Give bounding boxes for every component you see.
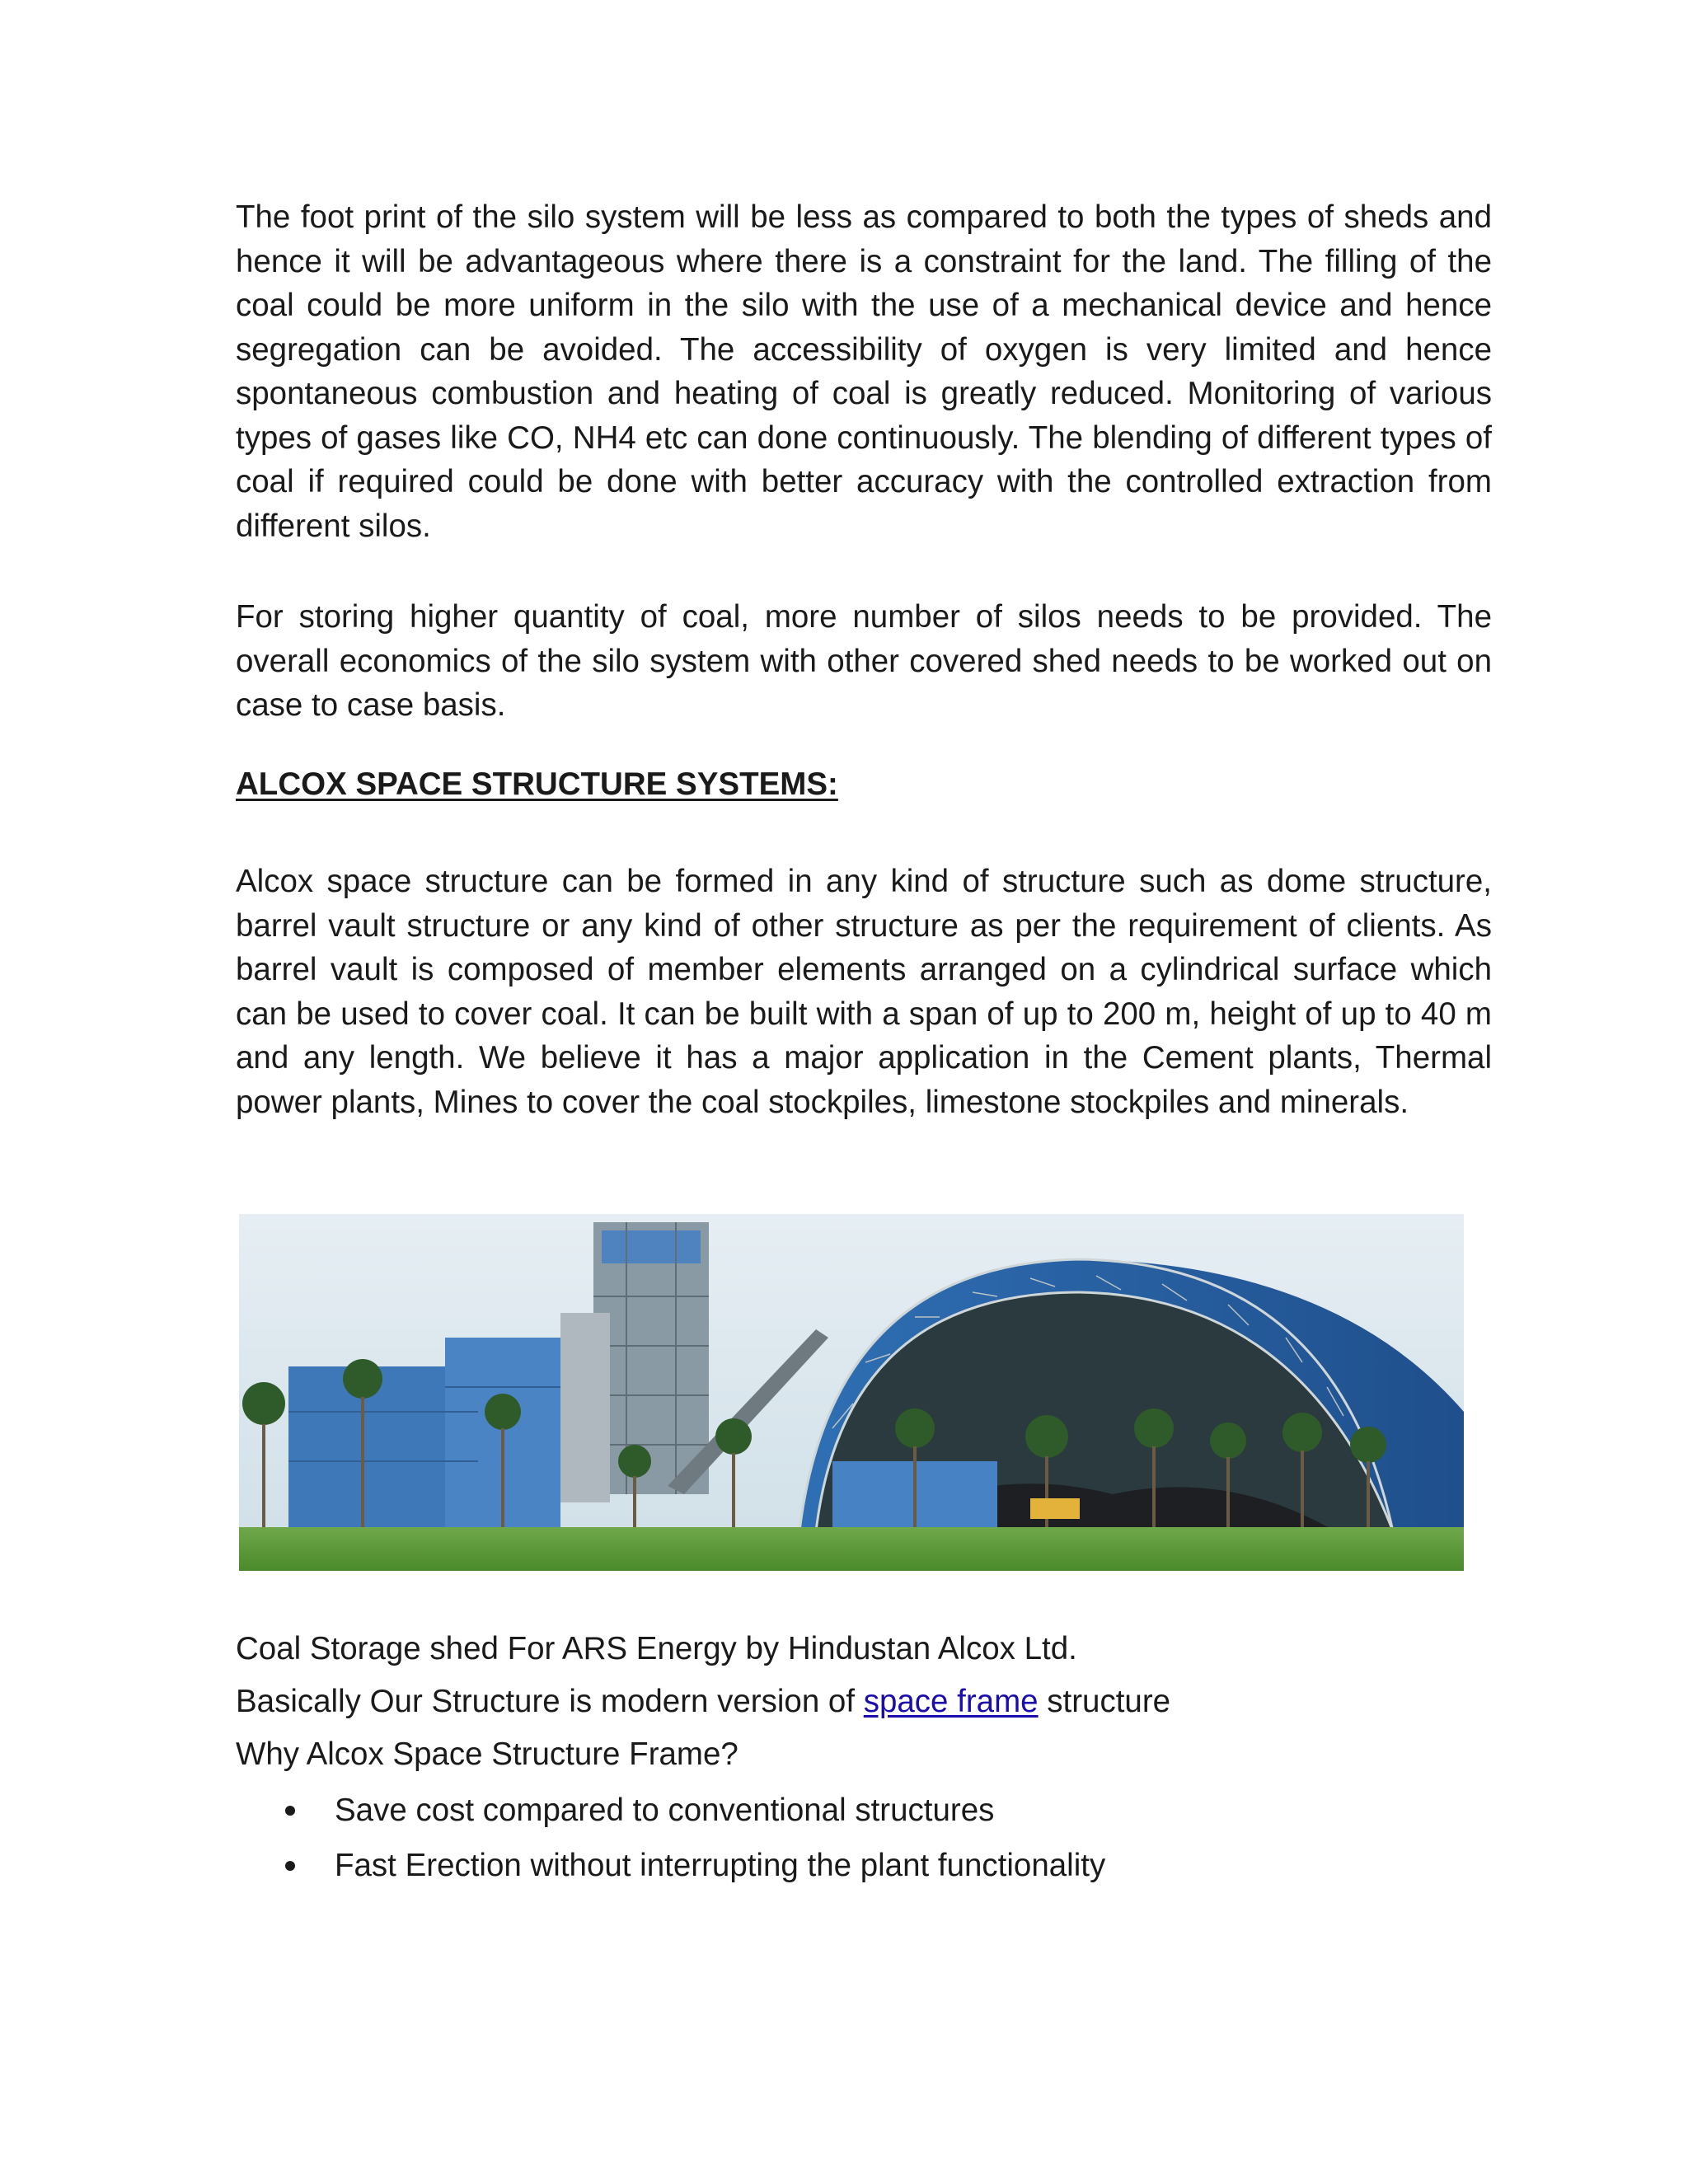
list-item-text: Save cost compared to conventional structures xyxy=(335,1793,995,1828)
coal-storage-shed-photo xyxy=(239,1214,1464,1571)
bullet-icon xyxy=(285,1806,295,1816)
space-frame-sentence-after: structure xyxy=(1038,1684,1171,1719)
photo-caption: Coal Storage shed For ARS Energy by Hindustan Alcox Ltd. xyxy=(236,1631,1077,1666)
paragraph-alcox-structure: Alcox space structure can be formed in any kind of structure such as dome structure, barrel vault structure or any kind of other structure as per the requirement of clients. As barrel vault is composed of member elements arranged on a cylindrical surface which can be used to cover coal. It can be built with a span of up to 200 m, height of up to 40 m and any length. We believe it has a major application in the Cement plants, Thermal power plants, Mines to cover the coal stockpiles, limestone stockpiles and minerals. xyxy=(236,864,1492,1120)
paragraph-silo-advantages: The foot print of the silo system will be less as compared to both the types of sheds and hence it will be advantageous where there is a constraint for the land. The filling of the coal could be more uniform in the silo with the use of a mechanical device and hence segregation can be avoided. The accessibility of oxygen is very limited and hence spontaneous combustion and heating of coal is greatly reduced. Monitoring of various types of gases like CO, NH4 etc can done continuously. The blending of different types of coal if required could be done with better accuracy with the controlled extraction from different silos. xyxy=(236,199,1492,544)
bullet-icon xyxy=(285,1861,295,1871)
list-item xyxy=(285,1788,1105,1832)
list-item xyxy=(285,1844,1105,1887)
section-heading: ALCOX SPACE STRUCTURE SYSTEMS: xyxy=(236,766,838,802)
benefits-list xyxy=(285,1788,1105,1899)
space-frame-sentence-before: Basically Our Structure is modern version of xyxy=(236,1684,864,1719)
why-alcox-question: Why Alcox Space Structure Frame? xyxy=(236,1736,738,1772)
space-frame-link[interactable]: space frame xyxy=(863,1684,1039,1719)
paragraph-silo-economics: For storing higher quantity of coal, more number of silos needs to be provided. The overall economics of the silo system with other covered shed needs to be worked out on case to case basis. xyxy=(236,599,1492,723)
space-frame-sentence xyxy=(236,1680,1170,1723)
list-item-text: Fast Erection without interrupting the plant functionality xyxy=(335,1848,1106,1883)
